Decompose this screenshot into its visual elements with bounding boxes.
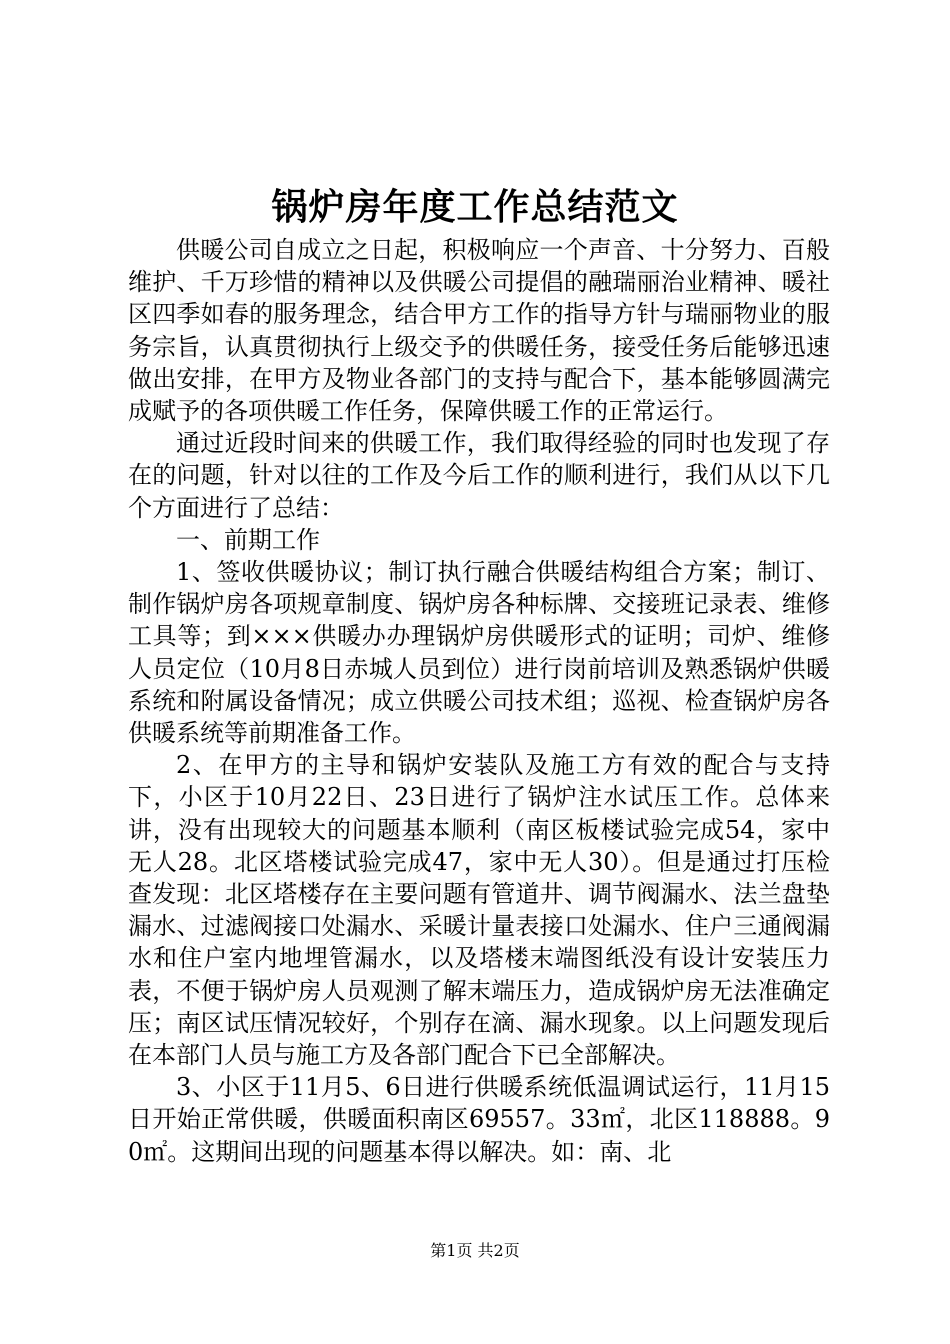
paragraph-item-3: 3、小区于11月5、6日进行供暖系统低温调试运行，11月15日开始正常供暖，供暖面积南区69557。33㎡，北区118888。90㎡。这期间出现的问题基本得以解决。如：南、北	[128, 1073, 830, 1166]
paragraph-summary-lead: 通过近段时间来的供暖工作，我们取得经验的同时也发现了存在的问题，针对以往的工作及今后工作的顺利进行，我们从以下几个方面进行了总结：	[128, 429, 830, 522]
page-footer: 第1页 共2页	[430, 1241, 520, 1260]
paragraph-item-1: 1、签收供暖协议；制订执行融合供暖结构组合方案；制订、制作锅炉房各项规章制度、锅炉房各种标牌、交接班记录表、维修工具等；到×××供暖办办理锅炉房供暖形式的证明；司炉、维修人员定位（10月8日赤城人员到位）进行岗前培训及熟悉锅炉供暖系统和附属设备情况；成立供暖公司技术组；巡视、检查锅炉房各供暖系统等前期准备工作。	[128, 558, 830, 748]
document-title: 锅炉房年度工作总结范文	[271, 186, 679, 228]
section-heading-preliminary: 一、前期工作	[176, 525, 320, 554]
paragraph-intro: 供暖公司自成立之日起，积极响应一个声音、十分努力、百般维护、千万珍惜的精神以及供暖公司提倡的融瑞丽治业精神、暖社区四季如春的服务理念，结合甲方工作的指导方针与瑞丽物业的服务宗旨，认真贯彻执行上级交予的供暖任务，接受任务后能够迅速做出安排，在甲方及物业各部门的支持与配合下，基本能够圆满完成赋予的各项供暖工作任务，保障供暖工作的正常运行。	[128, 236, 830, 426]
document-body	[128, 234, 830, 1168]
paragraph-item-2: 2、在甲方的主导和锅炉安装队及施工方有效的配合与支持下，小区于10月22日、23日进行了锅炉注水试压工作。总体来讲，没有出现较大的问题基本顺利（南区板楼试验完成54，家中无人28。北区塔楼试验完成47，家中无人30）。但是通过打压检查发现：北区塔楼存在主要问题有管道井、调节阀漏水、法兰盘垫漏水、过滤阀接口处漏水、采暖计量表接口处漏水、住户三通阀漏水和住户室内地埋管漏水，以及塔楼末端图纸没有设计安装压力表，不便于锅炉房人员观测了解末端压力，造成锅炉房无法准确定压；南区试压情况较好，个别存在滴、漏水现象。以上问题发现后在本部门人员与施工方及各部门配合下已全部解决。	[128, 751, 830, 1070]
